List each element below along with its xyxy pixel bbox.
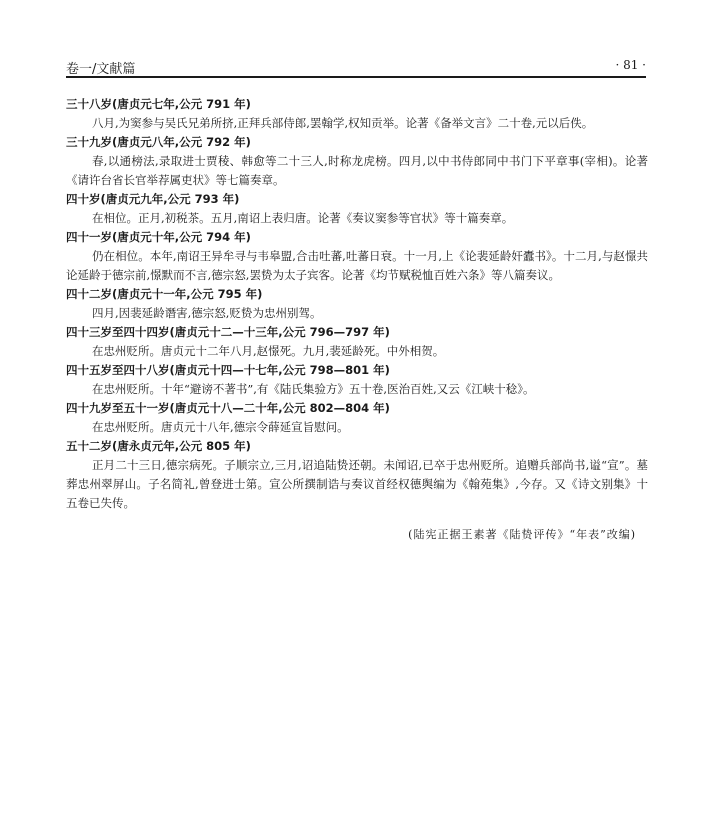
entry-age-42 [66,285,648,323]
entry-heading: 四十三岁至四十四岁(唐贞元十二—十三年,公元 796—797 年) [66,325,390,339]
entry-body: 四月,因裴延龄谮害,德宗怒,贬贽为忠州别驾。 [92,306,322,320]
entry-age-43-44 [66,323,648,361]
page-header [66,58,646,76]
entry-age-41 [66,228,648,285]
entry-age-49-51 [66,399,648,437]
header-rule [66,76,646,78]
entry-age-38 [66,95,648,133]
entry-heading: 四十九岁至五十一岁(唐贞元十八—二十年,公元 802—804 年) [66,401,390,415]
entry-heading: 四十五岁至四十八岁(唐贞元十四—十七年,公元 798—801 年) [66,363,390,377]
entry-body: 八月,为窦参与吴氏兄弟所挤,正拜兵部侍郎,罢翰学,权知贡举。论著《备举文言》二十卷,元以后佚。 [92,116,594,130]
entry-body: 在忠州贬所。唐贞元十二年八月,赵憬死。九月,裴延龄死。中外相贺。 [92,344,445,358]
attribution-note: (陆宪正据王素著《陆贽评传》“年表”改编) [408,528,636,541]
entry-body: 正月二十三日,德宗病死。子顺宗立,三月,诏追陆贽还朝。未闻诏,已卒于忠州贬所。追赠兵部尚书,谥“宣”。墓葬忠州翠屏山。子名简礼,曾登进士第。宣公所撰制诰与奏议首经权德舆编为《翰苑集》,今存。又《诗文别集》十五卷已失传。 [66,458,648,510]
entry-body: 在忠州贬所。十年“避谤不著书”,有《陆氏集验方》五十卷,医治百姓,又云《江峡十稔》。 [92,382,535,396]
entry-age-40 [66,190,648,228]
entry-heading: 四十一岁(唐贞元十年,公元 794 年) [66,230,251,244]
page-number: · 81 · [615,58,646,72]
entry-heading: 四十二岁(唐贞元十一年,公元 795 年) [66,287,263,301]
chronology [66,95,648,513]
entry-heading: 四十岁(唐贞元九年,公元 793 年) [66,192,240,206]
section-title: 卷一/文献篇 [66,62,136,77]
entry-heading: 三十八岁(唐贞元七年,公元 791 年) [66,97,251,111]
entry-age-39 [66,133,648,190]
entry-body: 仍在相位。本年,南诏王异牟寻与韦皋盟,合击吐蕃,吐蕃日衰。十一月,上《论裴延龄奸蠹书》。十二月,与赵憬共论延龄于德宗前,憬默而不言,德宗怒,罢贽为太子宾客。论著《均节赋税恤百姓六条》等八篇奏议。 [66,249,648,282]
entry-heading: 五十二岁(唐永贞元年,公元 805 年) [66,439,251,453]
entry-body: 在忠州贬所。唐贞元十八年,德宗令薛延宣旨慰问。 [92,420,349,434]
entry-body: 春,以通榜法,录取进士贾稜、韩愈等二十三人,时称龙虎榜。四月,以中书侍郎同中书门下平章事(宰相)。论著《请许台省长官举荐属吏状》等七篇奏章。 [66,154,648,187]
entry-heading: 三十九岁(唐贞元八年,公元 792 年) [66,135,251,149]
entry-body: 在相位。正月,初税茶。五月,南诏上表归唐。论著《奏议窦参等官状》等十篇奏章。 [92,211,514,225]
entry-age-52 [66,437,648,513]
entry-age-45-48 [66,361,648,399]
